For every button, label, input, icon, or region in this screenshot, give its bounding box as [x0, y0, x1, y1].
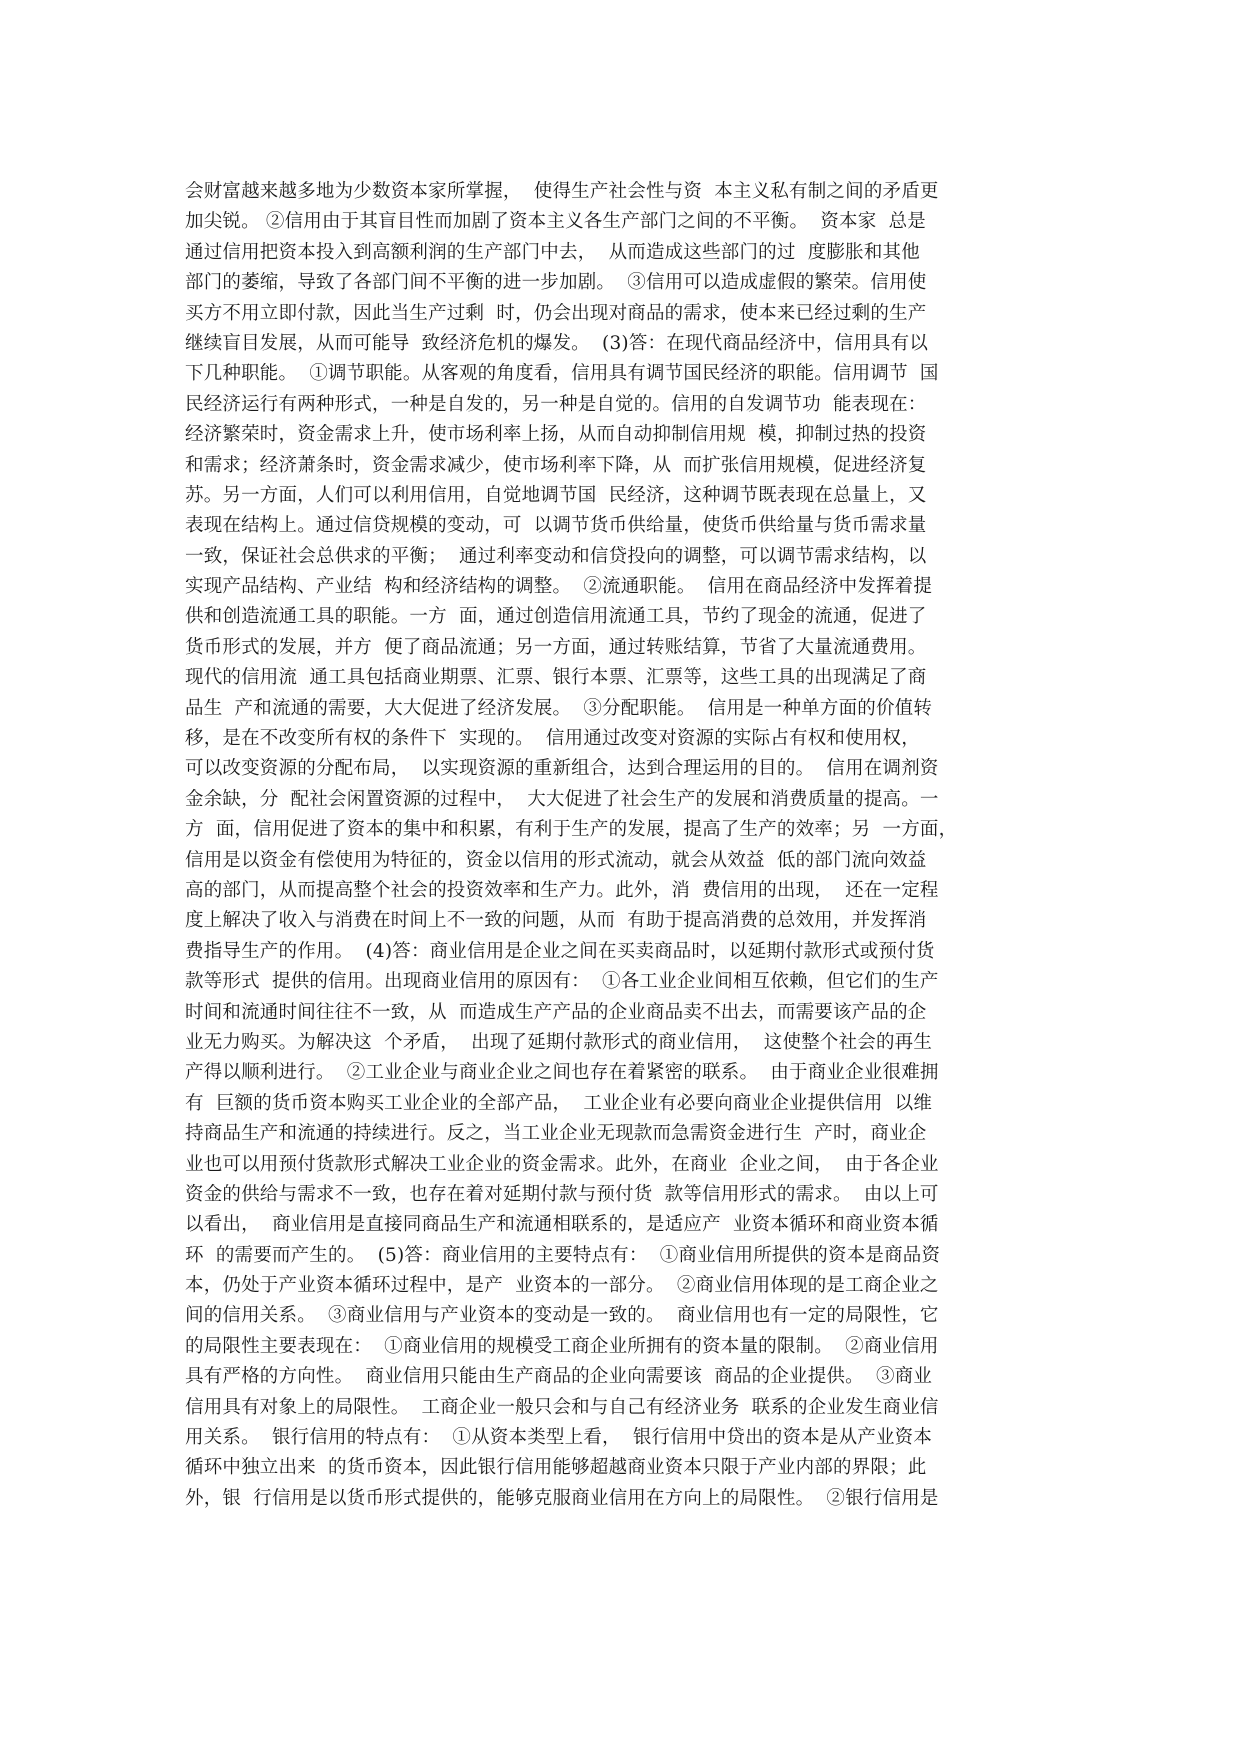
- text-line: 通过信用把资本投入到高额利润的生产部门中去， 从而造成这些部门的过 度膨胀和其他: [185, 241, 920, 263]
- text-line: 循环中独立出来 的货币资本，因此银行信用能够超越商业资本只限于产业内部的界限；此: [185, 1457, 927, 1479]
- text-line: 环 的需要而产生的。 (5)答：商业信用的主要特点有： ①商业信用所提供的资本是商品资: [185, 1244, 941, 1266]
- text-line: 供和创造流通工具的职能。一方 面，通过创造信用流通工具，节约了现金的流通，促进了: [185, 606, 927, 628]
- text-line: 会财富越来越多地为少数资本家所掌握， 使得生产社会性与资 本主义私有制之间的矛盾更: [185, 181, 939, 202]
- text-line: 和需求；经济萧条时，资金需求减少，使市场利率下降，从 而扩张信用规模，促进经济复: [185, 454, 927, 476]
- text-line: 苏。另一方面，人们可以利用信用，自觉地调节国 民经济，这种调节既表现在总量上，又: [185, 484, 927, 506]
- body-text: [185, 177, 1065, 1514]
- text-line: 持商品生产和流通的持续进行。反之，当工业企业无现款而急需资金进行生 产时，商业企: [185, 1123, 927, 1145]
- text-line: 民经济运行有两种形式，一种是自发的，另一种是自觉的。信用的自发调节功 能表现在：: [185, 393, 927, 415]
- text-line: 货币形式的发展，并方 便了商品流通；另一方面，通过转账结算，节省了大量流通费用。: [185, 636, 927, 658]
- text-line: 以看出， 商业信用是直接同商品生产和流通相联系的，是适应产 业资本循环和商业资本循: [185, 1214, 939, 1236]
- text-line: 方 面，信用促进了资本的集中和积累，有利于生产的发展，提高了生产的效率；另 一方面，: [185, 819, 958, 841]
- text-line: 有 巨额的货币资本购买工业企业的全部产品， 工业企业有必要向商业企业提供信用 以维: [185, 1092, 933, 1114]
- text-line: 产得以顺利进行。 ②工业企业与商业企业之间也存在着紧密的联系。 由于商业企业很难拥: [185, 1062, 939, 1084]
- text-line: 信用具有对象上的局限性。 工商企业一般只会和与自己有经济业务 联系的企业发生商业信: [185, 1396, 939, 1418]
- text-line: 表现在结构上。通过信贷规模的变动，可 以调节货币供给量，使货币供给量与货币需求量: [185, 515, 927, 537]
- text-line: 款等形式 提供的信用。出现商业信用的原因有： ①各工业企业间相互依赖，但它们的生产: [185, 971, 939, 993]
- text-line: 费指导生产的作用。 (4)答：商业信用是企业之间在买卖商品时，以延期付款形式或预付货: [185, 940, 935, 962]
- text-line: 金余缺，分 配社会闲置资源的过程中， 大大促进了社会生产的发展和消费质量的提高。一: [185, 788, 939, 810]
- text-line: 度上解决了收入与消费在时间上不一致的问题，从而 有助于提高消费的总效用，并发挥消: [185, 910, 927, 932]
- text-line: 一致，保证社会总供求的平衡； 通过利率变动和信贷投向的调整，可以调节需求结构，以: [185, 545, 927, 567]
- text-line: 资金的供给与需求不一致，也存在着对延期付款与预付货 款等信用形式的需求。 由以上可: [185, 1183, 939, 1205]
- text-line: 业无力购买。为解决这 个矛盾， 出现了延期付款形式的商业信用， 这使整个社会的再生: [185, 1031, 933, 1053]
- text-line: 部门的萎缩，导致了各部门间不平衡的进一步加剧。 ③信用可以造成虚假的繁荣。信用使: [185, 272, 927, 294]
- text-line: 可以改变资源的分配布局， 以实现资源的重新组合，达到合理运用的目的。 信用在调剂资: [185, 758, 939, 780]
- text-line: 品生 产和流通的需要，大大促进了经济发展。 ③分配职能。 信用是一种单方面的价值转: [185, 697, 933, 719]
- text-line: 移，是在不改变所有权的条件下 实现的。 信用通过改变对资源的实际占有权和使用权，: [185, 728, 920, 750]
- text-line: 现代的信用流 通工具包括商业期票、汇票、银行本票、汇票等，这些工具的出现满足了商: [185, 667, 927, 689]
- text-line: 继续盲目发展，从而可能导 致经济危机的爆发。 (3)答：在现代商品经济中，信用具有以: [185, 332, 929, 354]
- text-line: 用关系。 银行信用的特点有： ①从资本类型上看， 银行信用中贷出的资本是从产业资本: [185, 1427, 933, 1449]
- text-line: 本，仍处于产业资本循环过程中，是产 业资本的一部分。 ②商业信用体现的是工商企业之: [185, 1275, 939, 1297]
- text-line: 信用是以资金有偿使用为特征的，资金以信用的形式流动，就会从效益 低的部门流向效益: [185, 849, 927, 871]
- text-line: 业也可以用预付货款形式解决工业企业的资金需求。此外，在商业 企业之间， 由于各企业: [185, 1153, 939, 1175]
- text-line: 的局限性主要表现在： ①商业信用的规模受工商企业所拥有的资本量的限制。 ②商业信用: [185, 1335, 939, 1357]
- text-line: 实现产品结构、产业结 构和经济结构的调整。 ②流通职能。 信用在商品经济中发挥着提: [185, 576, 933, 598]
- text-line: 外，银 行信用是以货币形式提供的，能够克服商业信用在方向上的局限性。 ②银行信用是: [185, 1487, 939, 1509]
- text-line: 下几种职能。 ①调节职能。从客观的角度看，信用具有调节国民经济的职能。信用调节 国: [185, 363, 939, 385]
- text-line: 买方不用立即付款，因此当生产过剩 时，仍会出现对商品的需求，使本来已经过剩的生产: [185, 302, 927, 324]
- text-line: 经济繁荣时，资金需求上升，使市场利率上扬，从而自动抑制信用规 模，抑制过热的投资: [185, 424, 927, 446]
- text-line: 高的部门，从而提高整个社会的投资效率和生产力。此外，消 费信用的出现， 还在一定程: [185, 879, 939, 901]
- text-line: 时间和流通时间往往不一致，从 而造成生产产品的企业商品卖不出去，而需要该产品的企: [185, 1001, 927, 1023]
- text-line: 加尖锐。 ②信用由于其盲目性而加剧了资本主义各生产部门之间的不平衡。 资本家 总是: [185, 211, 927, 233]
- text-line: 具有严格的方向性。 商业信用只能由生产商品的企业向需要该 商品的企业提供。 ③商业: [185, 1366, 933, 1388]
- text-line: 间的信用关系。 ③商业信用与产业资本的变动是一致的。 商业信用也有一定的局限性，它: [185, 1305, 939, 1327]
